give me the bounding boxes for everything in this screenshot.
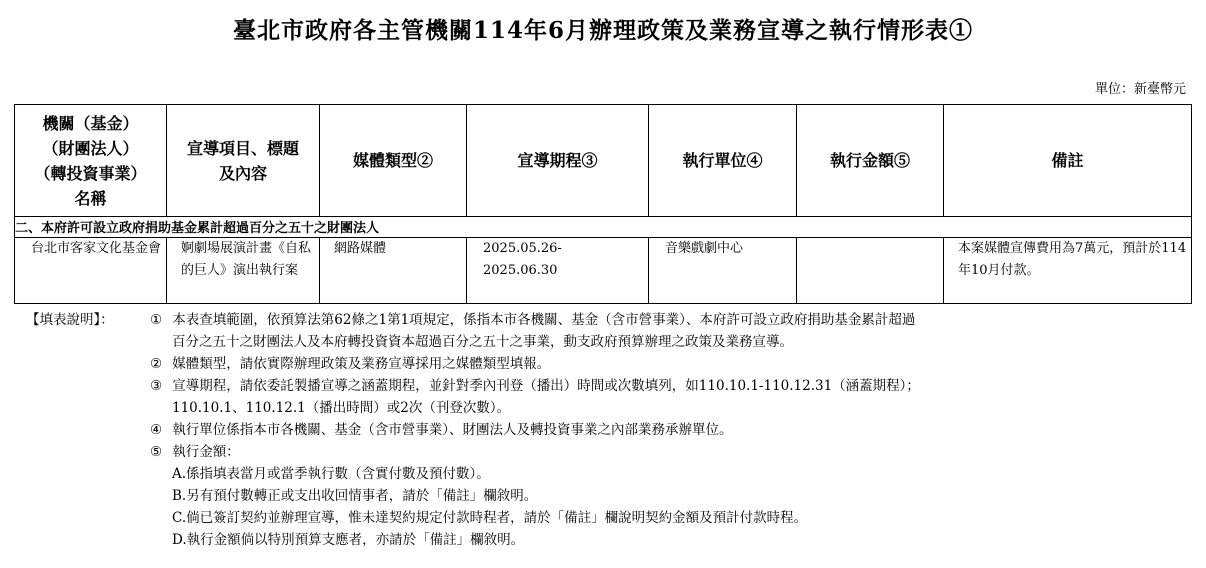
header-remarks: 備註 [944,105,1192,217]
note-3 [150,375,920,397]
header-row [15,105,1192,217]
note-5-b: B.另有預付數轉正或支出收回情事者，請於「備註」欄敘明。 [172,488,538,504]
note-5-a: A.係指填表當月或當季執行數（含實付數及預付數）。 [172,466,490,482]
note-1-text: 本表查填範圍，依預算法第62條之1第1項規定，係指本市各機關、基金（含市營事業）、本府許可設立政府捐助基金累計超過 [172,312,916,328]
note-5-c: C.倘已簽訂契約並辦理宣導，惟未達契約規定付款時程者，請於「備註」欄說明契約金額及預計付款時程。 [172,510,808,526]
note-3-mark: ③ [150,378,163,394]
cell-period: 2025.05.26- 2025.06.30 [467,238,649,304]
cell-unit: 音樂戲劇中心 [649,238,797,304]
cell-amount [797,238,944,304]
note-4-text: 執行單位係指本市各機關、基金（含市營事業）、財團法人及轉投資事業之內部業務承辦單位。 [172,422,733,438]
execution-table [14,104,1192,304]
cell-media: 網路媒體 [320,238,467,304]
note-1-cont: 百分之五十之財團法人及本府轉投資資本超過百分之五十之事業，動支政府預算辦理之政策及業務宣導。 [172,334,793,350]
cell-item: 婀劇場展演計畫《自私的巨人》演出執行案 [167,238,320,304]
note-5-text: 執行金額： [172,444,240,460]
note-4-mark: ④ [150,422,163,438]
section-row [15,217,1192,238]
note-1 [150,309,915,331]
table-row [15,238,1192,304]
header-item: 宣導項目、標題 及內容 [167,105,320,217]
section-title: 二、本府許可設立政府捐助基金累計超過百分之五十之財團法人 [15,217,1192,238]
note-4 [150,419,733,441]
note-2-text: 媒體類型，請依實際辦理政策及業務宣導採用之媒體類型填報。 [172,356,551,372]
header-media: 媒體類型② [320,105,467,217]
header-period: 宣導期程③ [467,105,649,217]
note-5-mark: ⑤ [150,444,163,460]
note-2 [150,353,550,375]
note-5 [150,441,240,463]
header-agency: 機關（基金） （財團法人） （轉投資事業） 名稱 [15,105,167,217]
header-unit: 執行單位④ [649,105,797,217]
notes-label: 【填表說明】： [26,312,114,328]
note-2-mark: ② [150,356,163,372]
page-title: 臺北市政府各主管機關114年6月辦理政策及業務宣導之執行情形表① [232,17,973,44]
header-amount: 執行金額⑤ [797,105,944,217]
note-3-text: 宣導期程，請依委託製播宣導之涵蓋期程，並針對季內刊登（播出）時間或次數填列，如110.10.1-110.12.31（涵蓋期程）； [172,378,920,394]
cell-agency: 台北市客家文化基金會 [15,238,167,304]
note-3-cont: 110.10.1、110.12.1（播出時間）或2次（刊登次數）。 [172,400,511,416]
note-1-mark: ① [150,312,163,328]
currency-unit: 單位：新臺幣元 [1094,82,1186,97]
cell-remarks: 本案媒體宣傳費用為7萬元，預計於114年10月付款。 [944,238,1192,304]
note-5-d: D.執行金額倘以特別預算支應者，亦請於「備註」欄敘明。 [172,532,525,548]
